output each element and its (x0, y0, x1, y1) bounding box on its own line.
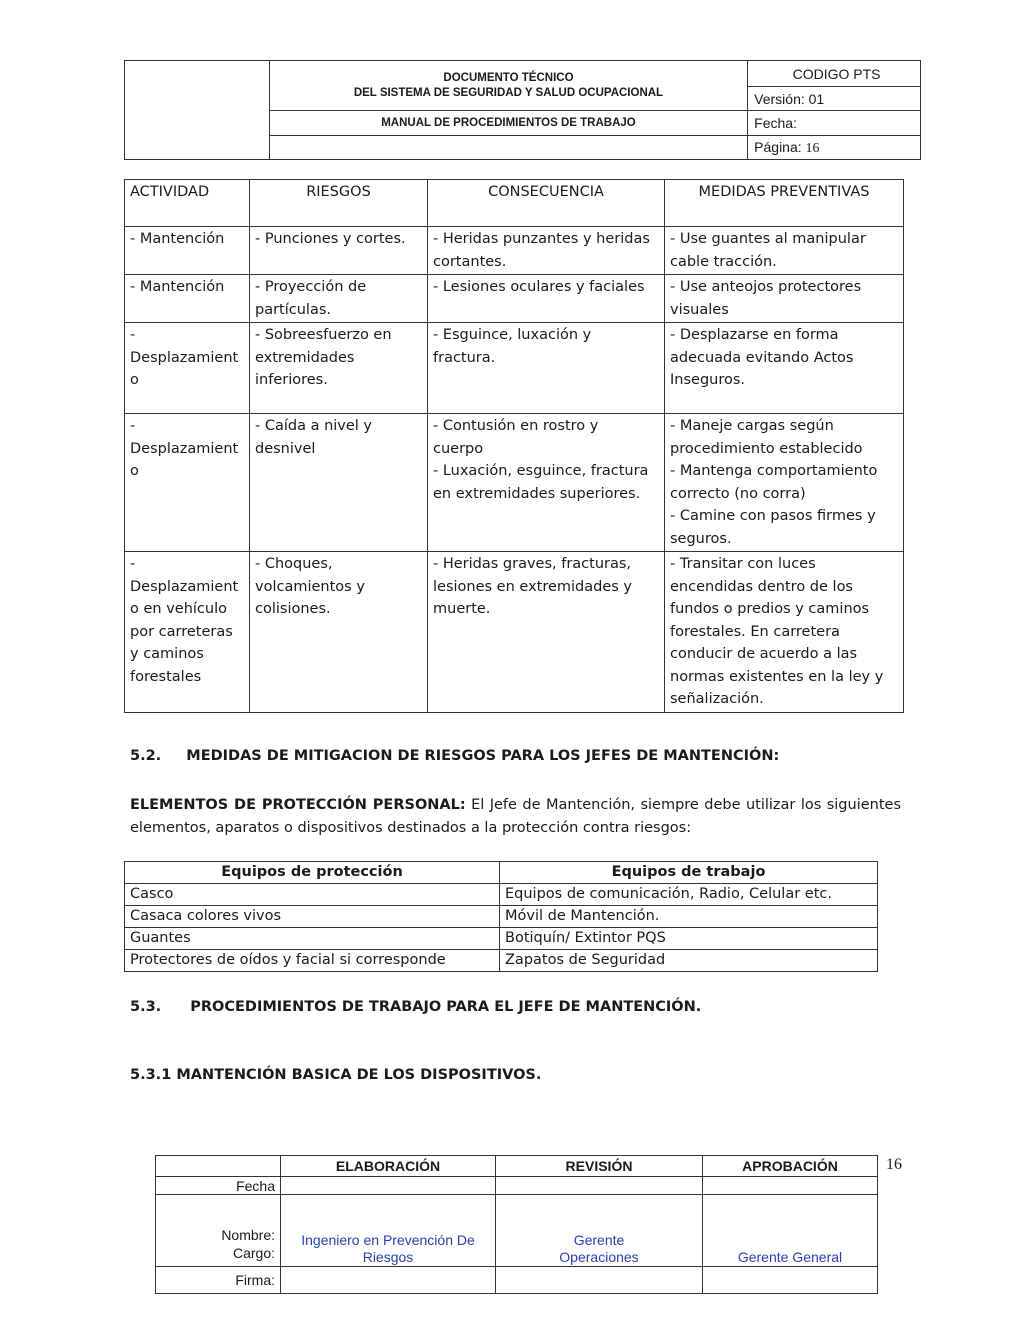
pagina-number: 16 (805, 140, 820, 156)
ppe-text: El Jefe de Mantención, siempre debe utilizar los siguientes elementos, aparatos o dispositivos destinados a la protección contra riesgos: (130, 797, 901, 836)
cell-line: - Contusión en rostro y (433, 418, 599, 434)
logo-cell (125, 61, 270, 160)
empty-cell (496, 1177, 703, 1195)
empty-cell (703, 1177, 878, 1195)
cell-line: - Transitar con luces (670, 556, 816, 572)
table-cell: Botiquín/ Extintor PQS (500, 928, 878, 950)
cell-line: desnivel (255, 440, 316, 457)
cell-line: Desplazamient (130, 349, 239, 366)
cell-line: forestales (130, 668, 202, 685)
cell-line: - Heridas graves, fracturas, (433, 556, 632, 572)
cell-line: - Esguince, luxación y (433, 327, 592, 343)
cell-line: señalización. (670, 691, 764, 707)
page-number: 16 (886, 1156, 902, 1173)
table-row (125, 275, 904, 323)
col-header-riesgos: RIESGOS (250, 180, 428, 227)
document-header (124, 60, 921, 160)
cell-line: - Caída a nivel y (255, 418, 373, 434)
nombre-label: Nombre: (221, 1227, 275, 1243)
table-row (125, 950, 878, 972)
empty-cell (281, 1177, 496, 1195)
cargo-line: Riesgos (362, 1249, 414, 1265)
table-row (125, 928, 878, 950)
cell-line: - Use guantes al manipular (670, 231, 866, 247)
table-cell: Móvil de Mantención. (500, 906, 878, 928)
cell-line: - Proyección de (255, 279, 367, 295)
col-header-aprobacion: APROBACIÓN (703, 1156, 878, 1177)
approval-table (155, 1155, 878, 1294)
cell-line: normas existentes en la ley y (670, 668, 884, 685)
cell-line: en extremidades superiores. (433, 485, 641, 502)
fecha-label: Fecha (156, 1177, 281, 1195)
cell-line: cortantes. (433, 253, 507, 270)
cell-line: forestales. En carretera (670, 623, 840, 640)
cell-line: - Luxación, esguince, fractura (433, 463, 649, 479)
table-row (125, 884, 878, 906)
col-header-elaboracion: ELABORACIÓN (281, 1156, 496, 1177)
cell-line: Desplazamient (130, 440, 239, 457)
manual-title: MANUAL DE PROCEDIMIENTOS DE TRABAJO (269, 111, 747, 136)
elaboracion-cargo (281, 1195, 496, 1267)
cell-line: fractura. (433, 349, 496, 366)
col-header-proteccion: Equipos de protección (125, 862, 500, 884)
codigo-cell: CODIGO PTS (748, 61, 921, 87)
cell-line: - (130, 556, 136, 572)
cell-line: - Punciones y cortes. (255, 231, 406, 247)
cell-line: por carreteras (130, 623, 233, 640)
section-title: PROCEDIMIENTOS DE TRABAJO PARA EL JEFE DE MANTENCIÓN. (190, 999, 702, 1015)
cell-line: - (130, 327, 136, 343)
cell-line: visuales (670, 301, 729, 318)
cell-line: conducir de acuerdo a las (670, 646, 858, 662)
cell-line: colisiones. (255, 601, 331, 617)
cell-line: - Mantención (130, 279, 225, 295)
cell-line: cuerpo (433, 440, 484, 457)
doc-title-line1: DOCUMENTO TÉCNICO (443, 71, 574, 84)
cell-line: o (130, 463, 139, 479)
aprobacion-cargo: Gerente General (703, 1195, 878, 1267)
cell-line: seguros. (670, 530, 732, 547)
cell-line: y caminos (130, 646, 204, 662)
cell-line: Inseguros. (670, 372, 746, 388)
section-title: MEDIDAS DE MITIGACION DE RIESGOS PARA LOS JEFES DE MANTENCIÓN: (186, 748, 780, 764)
col-header-actividad: ACTIVIDAD (125, 180, 250, 227)
cell-line: - Camine con pasos firmes y (670, 508, 876, 524)
doc-title-line2: DEL SISTEMA DE SEGURIDAD Y SALUD OCUPACIONAL (353, 86, 664, 99)
cell-line: muerte. (433, 601, 491, 617)
col-header-trabajo: Equipos de trabajo (500, 862, 878, 884)
cell-line: partículas. (255, 301, 332, 318)
cargo-label: Cargo: (232, 1245, 275, 1261)
cell-line: o en vehículo (130, 601, 227, 617)
cell-line: Desplazamient (130, 578, 239, 595)
table-cell: Casco (125, 884, 500, 906)
fecha-cell: Fecha: (748, 111, 921, 136)
cell-line: - Mantención (130, 231, 225, 247)
empty-cell (281, 1267, 496, 1294)
cell-line: adecuada evitando Actos (670, 349, 854, 366)
table-row (125, 906, 878, 928)
section-5-2-heading (130, 748, 779, 764)
section-number: 5.3. (130, 999, 162, 1015)
cell-line: - Use anteojos protectores (670, 279, 862, 295)
cell-line: procedimiento establecido (670, 440, 863, 457)
table-cell: Casaca colores vivos (125, 906, 500, 928)
empty-cell (156, 1156, 281, 1177)
table-row (125, 414, 904, 552)
ppe-paragraph (130, 794, 901, 840)
section-5-3-heading (130, 999, 701, 1015)
section-5-3-1-heading: 5.3.1 MANTENCIÓN BASICA DE LOS DISPOSITIVOS. (130, 1067, 542, 1083)
cell-line: - Choques, (255, 556, 333, 572)
cell-line: fundos o predios y caminos (670, 601, 870, 617)
cell-line: encendidas dentro de los (670, 578, 853, 595)
table-row (125, 323, 904, 414)
empty-cell (269, 136, 747, 160)
cell-line: volcamientos y (255, 578, 365, 595)
version-cell: Versión: 01 (748, 87, 921, 111)
table-cell: Guantes (125, 928, 500, 950)
cell-line: - Lesiones oculares y faciales (433, 279, 645, 295)
firma-label: Firma: (156, 1267, 281, 1294)
cell-line: - Heridas punzantes y heridas (433, 231, 650, 247)
risk-table (124, 179, 904, 713)
cell-line: - (130, 418, 136, 434)
empty-cell (496, 1267, 703, 1294)
table-cell: Protectores de oídos y facial si corresponde (125, 950, 500, 972)
cell-line: o (130, 372, 139, 388)
cell-line: correcto (no corra) (670, 485, 806, 502)
cargo-line: Gerente (573, 1232, 625, 1248)
equipment-table (124, 861, 878, 972)
cell-line: extremidades (255, 349, 355, 366)
nombre-cargo-labels (156, 1195, 281, 1267)
ppe-label: ELEMENTOS DE PROTECCIÓN PERSONAL: (130, 797, 466, 813)
table-cell: Equipos de comunicación, Radio, Celular etc. (500, 884, 878, 906)
cell-line: inferiores. (255, 372, 328, 388)
pagina-cell (748, 136, 921, 160)
col-header-medidas: MEDIDAS PREVENTIVAS (665, 180, 904, 227)
document-title (269, 61, 747, 111)
col-header-revision: REVISIÓN (496, 1156, 703, 1177)
cell-line: cable tracción. (670, 253, 777, 270)
col-header-consecuencia: CONSECUENCIA (428, 180, 665, 227)
cell-line: - Maneje cargas según (670, 418, 834, 434)
table-row (125, 552, 904, 713)
cell-line: - Desplazarse en forma (670, 327, 839, 343)
table-row (125, 227, 904, 275)
empty-cell (703, 1267, 878, 1294)
revision-cargo (496, 1195, 703, 1267)
cargo-line: Operaciones (559, 1249, 639, 1265)
cell-line: lesiones en extremidades y (433, 578, 633, 595)
table-cell: Zapatos de Seguridad (500, 950, 878, 972)
cell-line: - Mantenga comportamiento (670, 463, 878, 479)
cell-line: - Sobreesfuerzo en (255, 327, 392, 343)
cargo-line: Ingeniero en Prevención De (301, 1232, 475, 1248)
pagina-label: Página: (754, 138, 802, 155)
section-number: 5.2. (130, 748, 162, 764)
